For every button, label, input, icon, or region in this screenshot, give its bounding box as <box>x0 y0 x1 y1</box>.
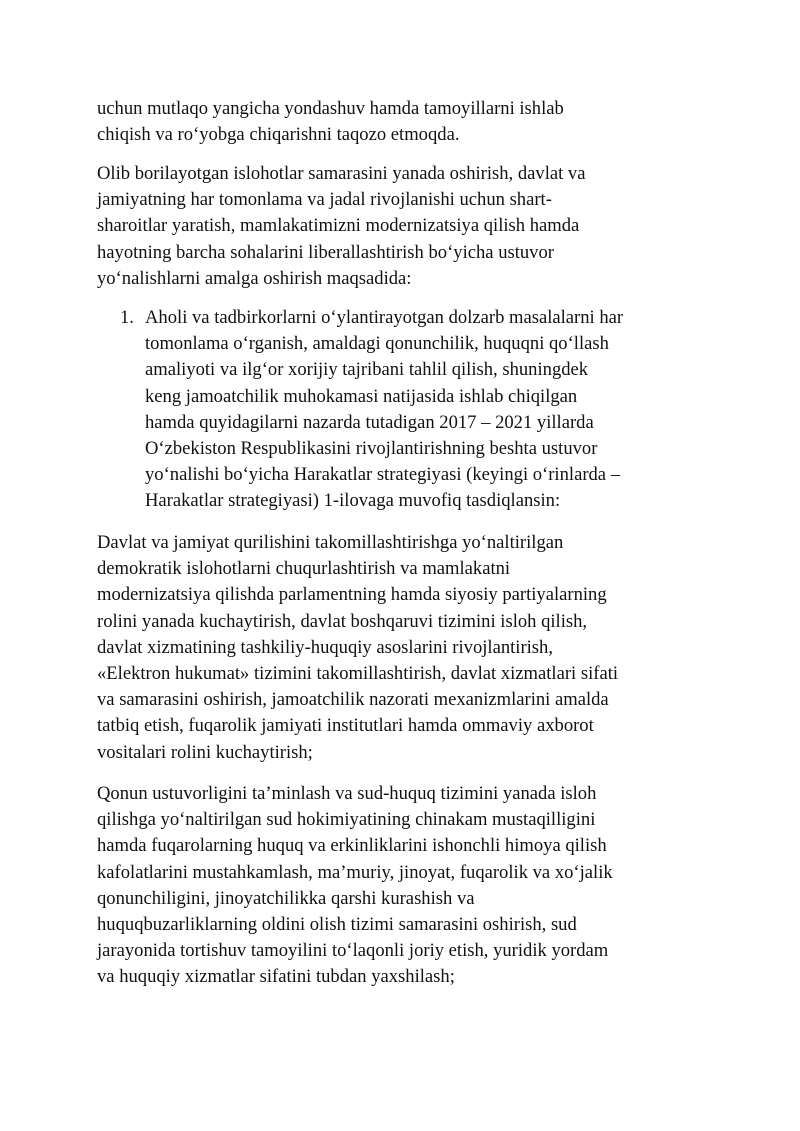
text-line: jarayonida tortishuv tamoyilini to‘laqonli joriy etish, yuridik yordam <box>97 940 609 962</box>
text-line: hayotning barcha sohalarini liberallashtirish bo‘yicha ustuvor <box>97 241 554 263</box>
text-line: va huquqiy xizmatlar sifatini tubdan yaxshilash; <box>97 966 455 988</box>
paragraph-state-building <box>97 530 717 766</box>
text-line: hamda fuqarolarning huquq va erkinliklarini ishonchli himoya qilish <box>97 835 607 857</box>
text-line: tomonlama o‘rganish, amaldagi qonunchilik, huquqni qo‘llash <box>145 333 609 355</box>
text-line: rolini yanada kuchaytirish, davlat boshqaruvi tizimini isloh qilish, <box>97 610 588 632</box>
text-line: Olib borilayotgan islohotlar samarasini yanada oshirish, davlat va <box>97 163 586 184</box>
text-line: jamiyatning har tomonlama va jadal rivojlanishi uchun shart- <box>97 189 552 211</box>
text-line: Harakatlar strategiyasi) 1-ilovaga muvofiq tasdiqlansin: <box>145 490 561 512</box>
text-line: tatbiq etish, fuqarolik jamiyati institutlari hamda ommaviy axborot <box>97 715 594 737</box>
text-line: yo‘nalishi bo‘yicha Harakatlar strategiyasi (keyingi o‘rinlarda – <box>145 464 621 486</box>
text-line: keng jamoatchilik muhokamasi natijasida ishlab chiqilgan <box>145 385 578 407</box>
text-line: huquqbuzarliklarning oldini olish tizimi samarasini oshirish, sud <box>97 913 577 935</box>
paragraph-rule-of-law <box>97 781 717 991</box>
text-line: kafolatlarini mustahkamlash, ma’muriy, jinoyat, fuqarolik va xo‘jalik <box>97 861 613 883</box>
list-item-text <box>145 305 623 515</box>
text-line: Davlat va jamiyat qurilishini takomillashtirishga yo‘naltirilgan <box>97 532 564 553</box>
list-number: 1. <box>120 307 134 328</box>
text-line: qonunchiligini, jinoyatchilikka qarshi kurashish va <box>97 887 475 909</box>
text-line: vositalari rolini kuchaytirish; <box>97 741 313 763</box>
text-line: uchun mutlaqo yangicha yondashuv hamda tamoyillarni ishlab <box>97 98 564 119</box>
text-line: demokratik islohotlarni chuqurlashtirish va mamlakatni <box>97 558 511 580</box>
text-line: qilishga yo‘naltirilgan sud hokimiyatining chinakam mustaqilligini <box>97 809 596 831</box>
text-line: va samarasini oshirish, jamoatchilik nazorati mexanizmlarini amalda <box>97 689 609 711</box>
text-line: davlat xizmatining tashkiliy-huquqiy asoslarini rivojlantirish, <box>97 636 553 658</box>
paragraph-continuation <box>97 96 717 148</box>
text-line: sharoitlar yaratish, mamlakatimizni modernizatsiya qilish hamda <box>97 215 580 237</box>
text-line: Qonun ustuvorligini ta’minlash va sud-huquq tizimini yanada isloh <box>97 783 597 804</box>
text-line: hamda quyidagilarni nazarda tutadigan 2017 – 2021 yillarda <box>145 411 594 433</box>
text-line: chiqish va ro‘yobga chiqarishni taqozo etmoqda. <box>97 124 460 146</box>
text-line: «Elektron hukumat» tizimini takomillashtirish, davlat xizmatlari sifati <box>97 662 619 684</box>
text-line: Aholi va tadbirkorlarni o‘ylantirayotgan dolzarb masalalarni har <box>145 307 624 328</box>
text-line: modernizatsiya qilishda parlamentning hamda siyosiy partiyalarning <box>97 584 607 606</box>
text-line: yo‘nalishlarni amalga oshirish maqsadida: <box>97 267 412 289</box>
text-line: O‘zbekiston Respublikasini rivojlantirishning beshta ustuvor <box>145 437 598 459</box>
text-line: amaliyoti va ilg‘or xorijiy tajribani tahlil qilish, shuningdek <box>145 359 589 381</box>
paragraph-intro <box>97 161 717 292</box>
